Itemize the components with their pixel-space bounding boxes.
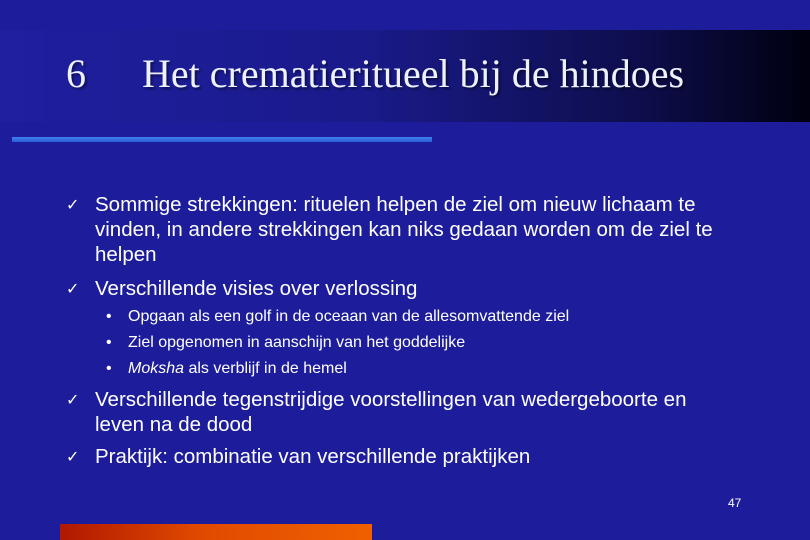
bullet-dot-icon: • [106,334,112,351]
check-icon: ✓ [66,195,80,214]
sub-bullet-text: Ziel opgenomen in aanschijn van het goddelijke [128,334,466,351]
bullet-text: Verschillende tegenstrijdige voorstellingen van wedergeboorte en leven na de dood [95,388,687,436]
check-icon: ✓ [66,390,80,409]
slide-title: Het crematieritueel bij de hindoes [142,51,685,96]
sub-bullet-text: Opgaan als een golf in de oceaan van de allesomvattende ziel [128,308,570,325]
bullet-text: Verschillende visies over verlossing [95,277,418,300]
page-number: 47 [728,496,742,510]
bullet-item [66,192,735,267]
bullet-dot-icon: • [106,308,112,325]
sub-bullet-item [106,359,728,379]
bullet-text: Praktijk: combinatie van verschillende praktijken [95,445,531,468]
check-icon: ✓ [66,447,80,466]
bullet-item [66,387,735,437]
bullet-dot-icon: • [106,360,112,377]
bullet-item [66,444,735,469]
sub-bullet-italic: Moksha [128,360,185,377]
footer-accent-bar [60,524,372,540]
sub-bullet-item [106,333,728,353]
sub-bullet-text: als verblijf in de hemel [184,360,347,377]
slide-section-number: 6 [66,51,86,96]
sub-bullet-item [106,307,728,327]
bullet-item [66,276,735,301]
bullet-text: Sommige strekkingen: rituelen helpen de ziel om nieuw lichaam te vinden, in andere strekkingen kan niks gedaan worden om de ziel te helpen [95,193,713,266]
check-icon: ✓ [66,279,80,298]
